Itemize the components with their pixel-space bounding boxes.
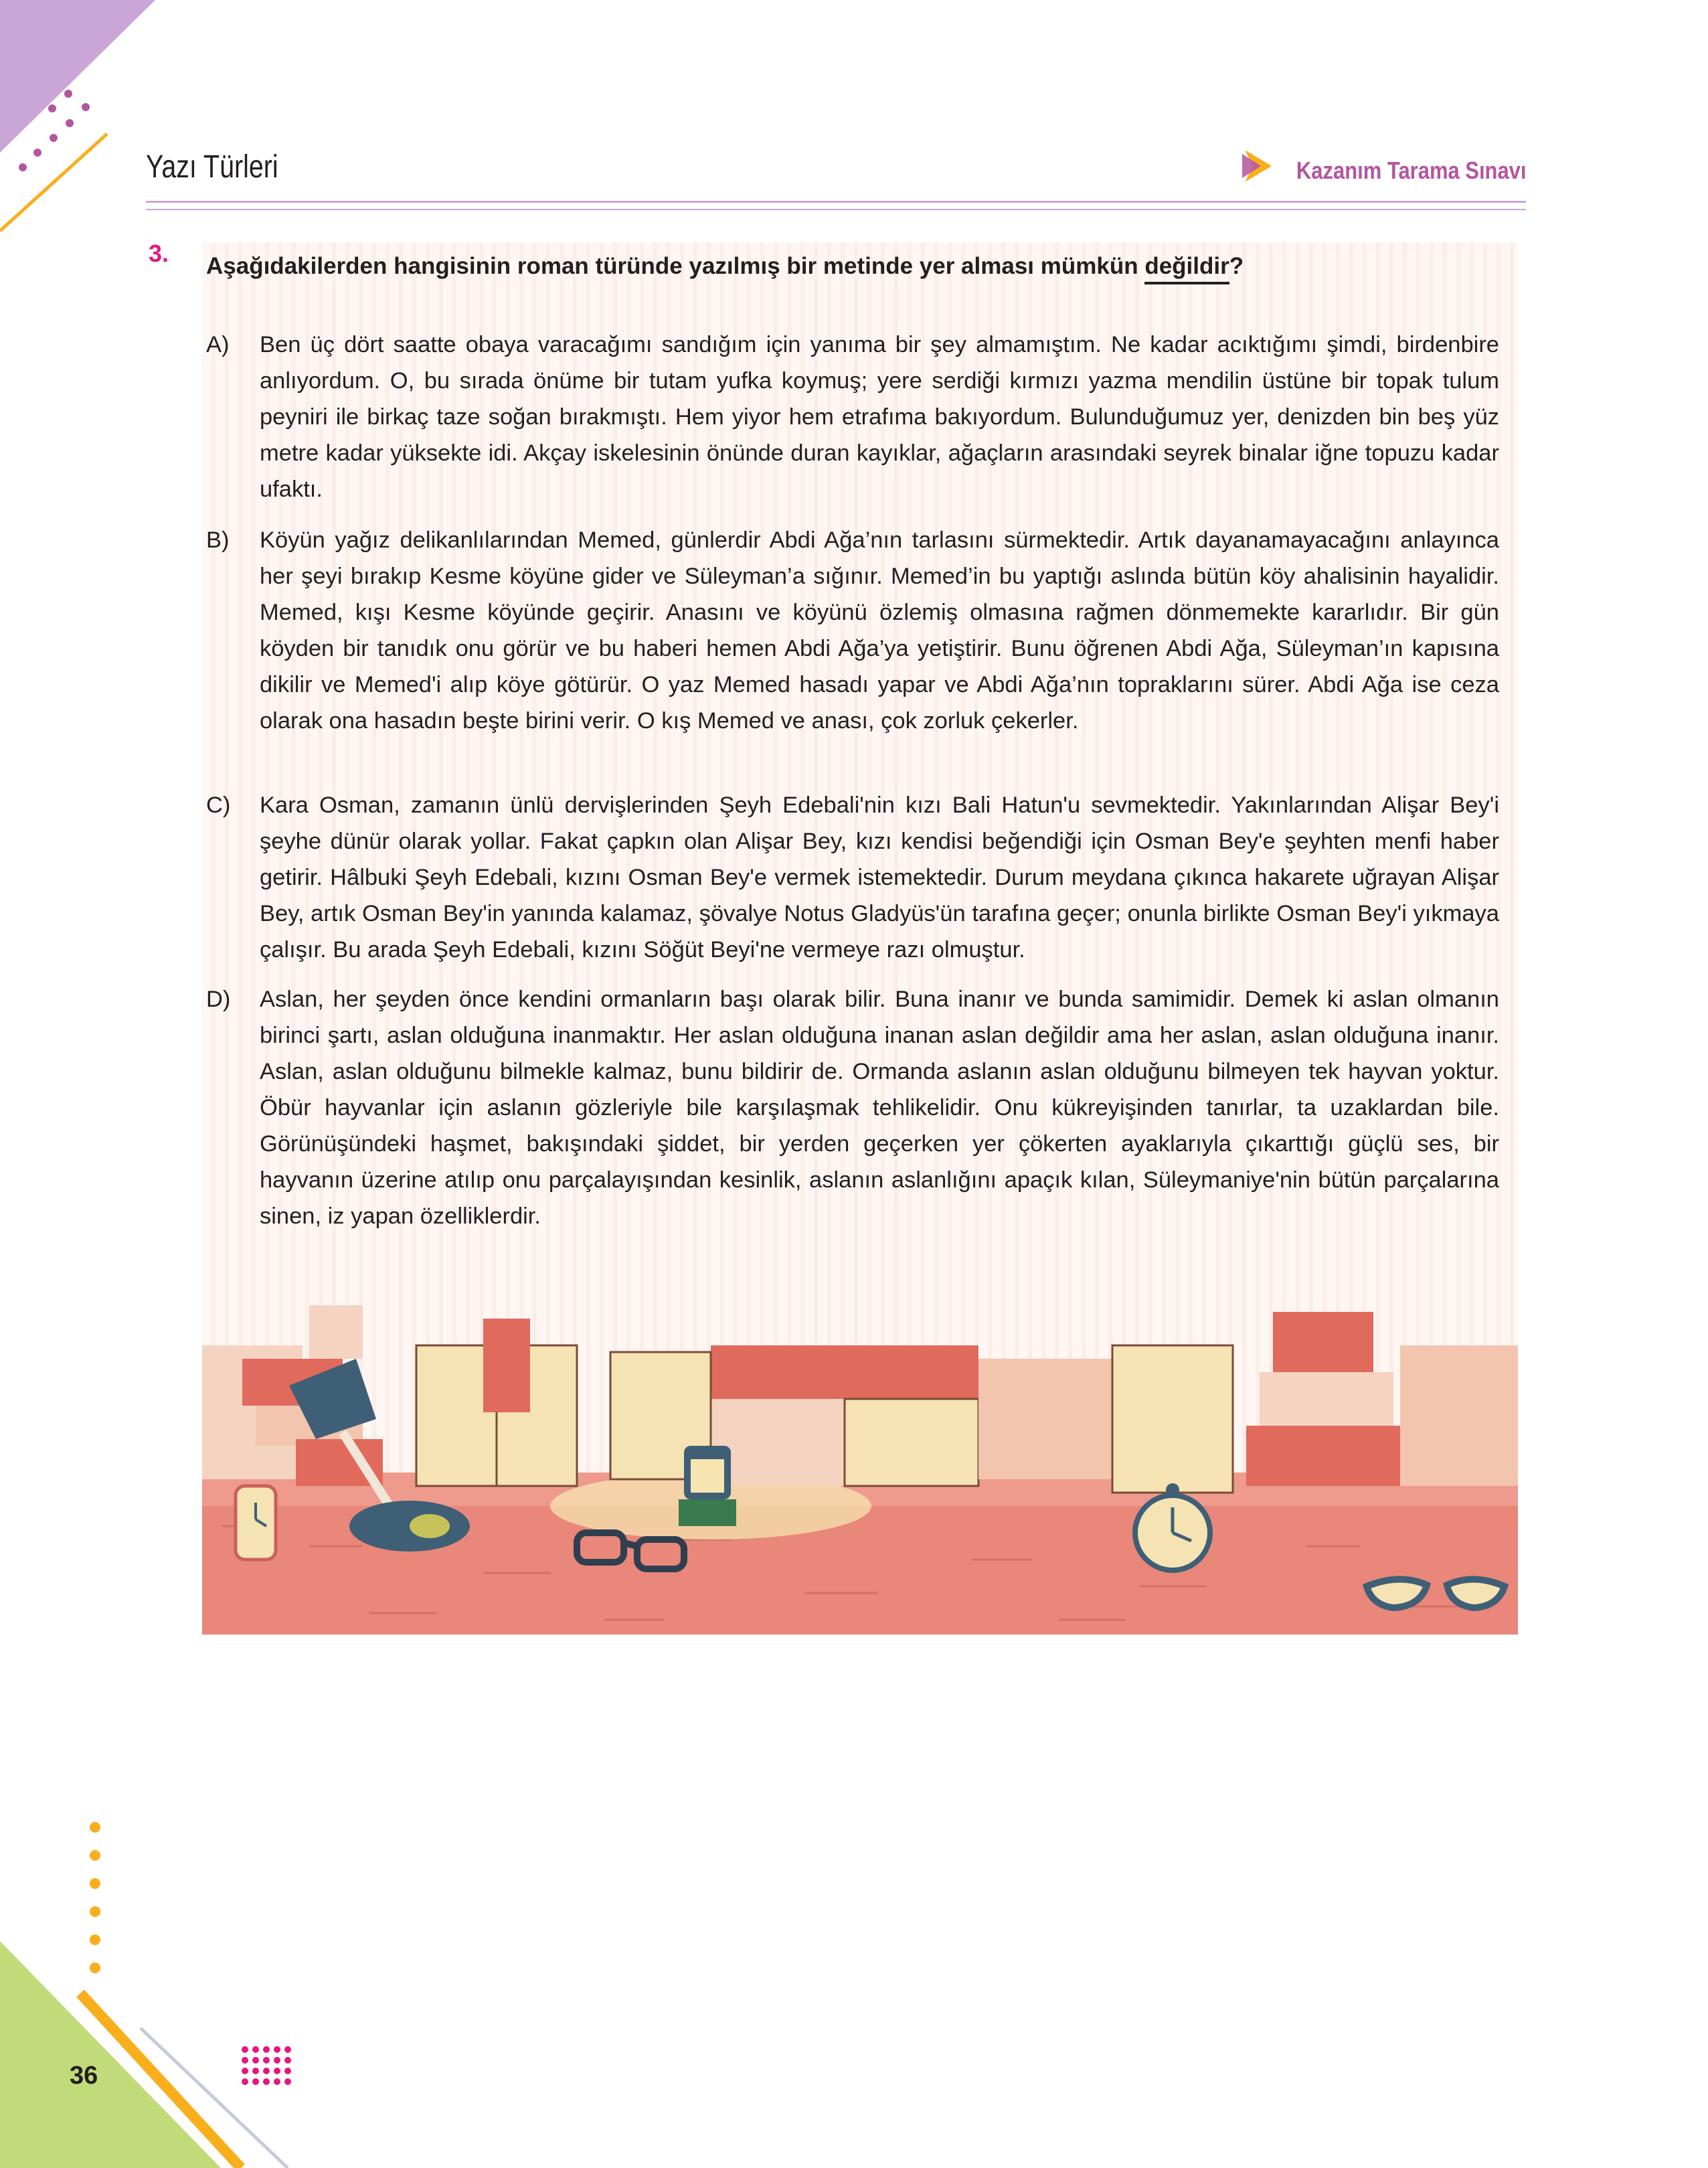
option-text: Ben üç dört saatte obaya varacağımı sandığım için yanıma bir şey almamıştım. Ne kadar acıktığımı şimdi, birdenbire anlıyordum. O, bu sırada önüme bir tutam yufka koymuş; yere serdiği kırmızı yazma mendilin üstüne bir topak tulum peyniri ile birkaç taze soğan bırakmıştı. Hem yiyor hem etrafıma bakıyordum. Bulunduğumuz yer, denizden bin beş yüz metre kadar yüksekte idi. Akçay iskelesinin önünde duran kayıklar, ağaçların arasındaki seyrek binalar iğne topuzu kadar ufaktı.	[260, 332, 1499, 502]
page-number: 36	[70, 2062, 98, 2090]
question-prompt-emphasis: değildir	[1144, 253, 1229, 284]
exam-title: Kazanım Tarama Sınavı	[1296, 157, 1526, 184]
section-title: Yazı Türleri	[146, 149, 278, 185]
option-d[interactable]	[206, 981, 1499, 1234]
header-divider	[146, 201, 1526, 203]
option-letter: D)	[206, 987, 231, 1012]
corner-decoration-top	[0, 0, 161, 241]
option-text: Köyün yağız delikanlılarından Memed, günlerdir Abdi Ağa’nın tarlasını sürmektedir. Artık dayanamayacağını anlayınca her şeyi bırakıp Kesme köyüne gider ve Süleyman’a sığınır. Memed’in bu yaptığı aslında bütün köy ahalisinin hayalidir. Memed, kışı Kesme köyünde geçirir. Anasını ve köyünü özlemiş olmasına rağmen dönmemekte kararlıdır. Bir gün köyden bir tanıdık onu görür ve bu haberi hemen Abdi Ağa’ya yetiştirir. Bunu öğrenen Abdi Ağa, Süleyman’ın kapısına dikilir ve Memed'i alıp köye götürür. O yaz Memed hasadı yapar ve Abdi Ağa’nın topraklarını sürer. Abdi Ağa ise ceza olarak ona hasadın beşte birini verir. O kış Memed ve anası, çok zorluk çekerler.	[260, 527, 1499, 734]
option-letter: A)	[206, 332, 230, 357]
option-letter: C)	[206, 793, 231, 818]
books-lamp-clock-glasses-illustration	[202, 1305, 1518, 1635]
option-text: Aslan, her şeyden önce kendini ormanların başı olarak bilir. Buna inanır ve bunda samimidir. Demek ki aslan olmanın birinci şartı, aslan olduğuna inanmaktır. Her aslan olduğuna inanan aslan değildir ama her aslan, aslan olduğuna inanır. Aslan, aslan olduğunu bilmekle kalmaz, bunu bildirir de. Ormanda aslanın aslan olduğunu bilmeyen tek hayvan yoktur. Öbür hayvanlar için aslanın gözleriyle bile karşılaşmak tehlikelidir. Onu kükreyişinden tanırlar, ta uzaklardan bile. Görünüşündeki haşmet, bakışındaki şiddet, bir yerden geçerken yer çökerten ayaklarıyla çıkarttığı güçlü ses, bir hayvanın üzerine atılıp onu parçalayışından kesinlik, aslanın aslanlığını apaçık kılan, Süleymaniye'nin bütün parçalarına sinen, iz yapan özelliklerdir.	[260, 987, 1499, 1229]
question-number: 3.	[149, 240, 169, 267]
option-letter: B)	[206, 527, 230, 553]
question-prompt-end: ?	[1229, 253, 1244, 279]
option-b[interactable]	[206, 522, 1499, 739]
option-text: Kara Osman, zamanın ünlü dervişlerinden Şeyh Edebali'nin kızı Bali Hatun'u sevmektedir. Yakınlarından Alişar Bey'i şeyhe dünür olarak yollar. Fakat çapkın olan Alişar Bey, kızı kendisi beğendiği için Osman Bey'e şeyhten menfi haber getirir. Hâlbuki Şeyh Edebali, kızını Osman Bey'e vermek istemektedir. Durum meydana çıkınca hakarete uğrayan Alişar Bey, artık Osman Bey'in yanında kalamaz, şövalye Notus Gladyüs'ün tarafına geçer; onunla birlikte Osman Bey'i yıkmaya çalışır. Bu arada Şeyh Edebali, kızını Söğüt Beyi'ne vermeye razı olmuştur.	[260, 793, 1499, 963]
header-divider-thin	[146, 209, 1526, 210]
option-c[interactable]	[206, 787, 1499, 968]
option-a[interactable]	[206, 327, 1499, 507]
question-prompt-start: Aşağıdakilerden hangisinin roman türünde yazılmış bir metinde yer alması mümkün	[206, 253, 1145, 279]
corner-decoration-bottom	[0, 1807, 308, 2168]
play-arrow-icon	[1242, 147, 1273, 185]
question-prompt	[206, 253, 1244, 280]
